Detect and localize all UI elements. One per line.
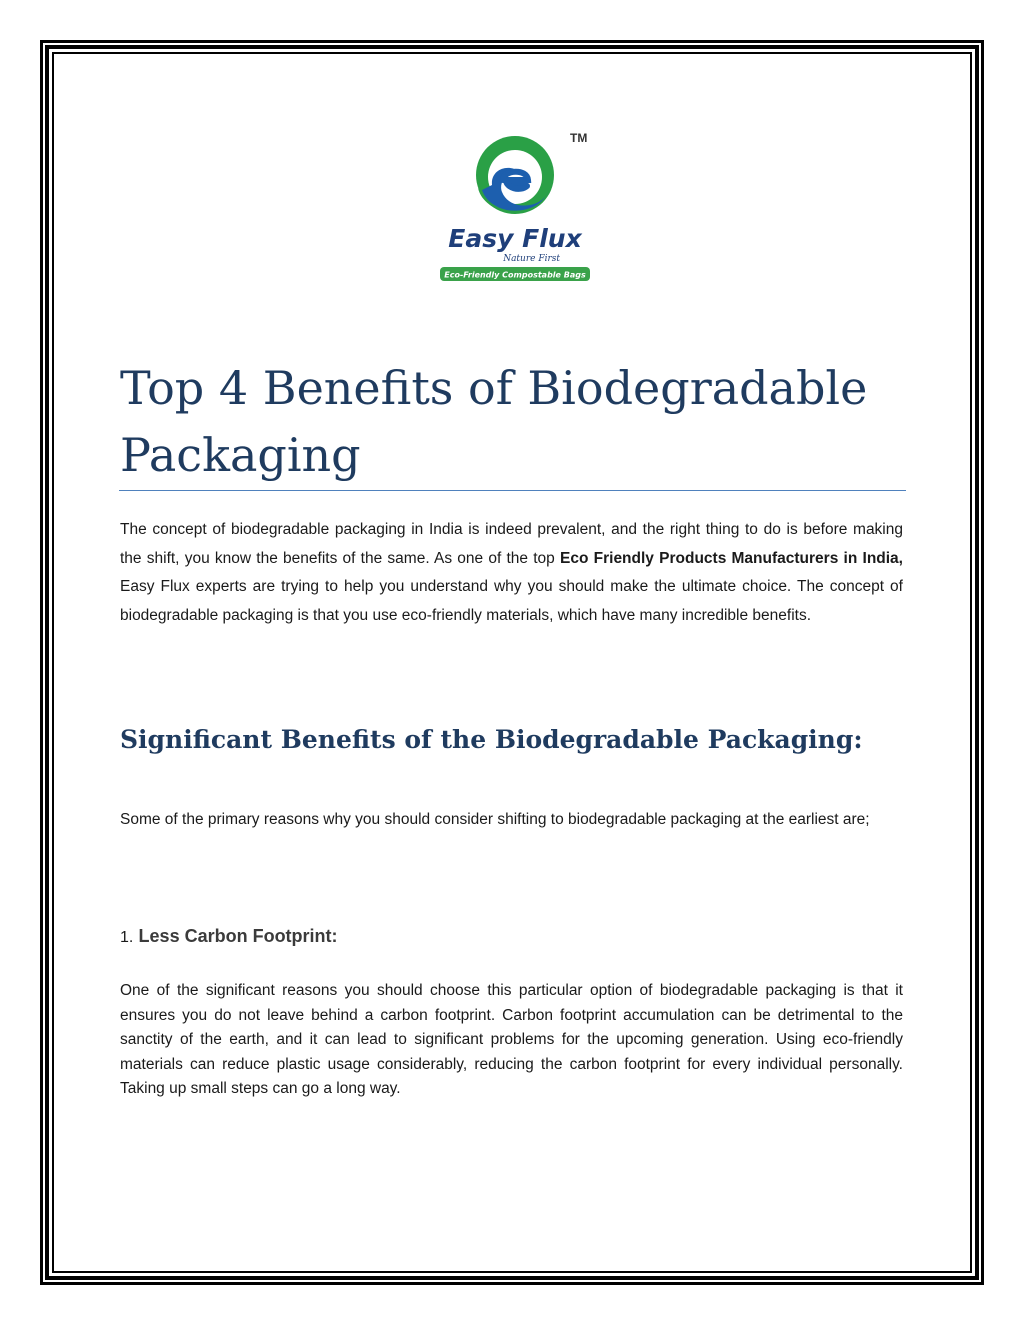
benefit-1-number: 1. — [120, 929, 134, 946]
intro-text-1: The concept of biodegradable packaging in India is indeed prevalent, and the right thing to do is before making the shift, you know the benefits of the same. As one of the top — [120, 521, 903, 567]
section-heading: Significant Benefits of the Biodegradable Packaging: — [120, 725, 863, 754]
intro-text-2: Easy Flux experts are trying to help you understand why you should make the ultimate choice. The concept of biodegradable packaging is that you use eco-friendly materials, which have many incredible benefits. — [120, 578, 903, 624]
benefit-1-title: Less Carbon Footprint: — [138, 926, 338, 946]
reasons-paragraph: Some of the primary reasons why you should consider shifting to biodegradable packaging at the earliest are; — [120, 811, 870, 828]
trademark-mark: TM — [570, 131, 588, 145]
brand-badge-text: Eco-Friendly Compostable Bags — [444, 270, 586, 280]
brand-name: Easy Flux — [448, 224, 582, 253]
brand-tagline: Nature First — [503, 254, 560, 264]
intro-paragraph — [120, 516, 903, 630]
page-title: Top 4 Benefits of Biodegradable Packaging — [120, 361, 868, 482]
easy-flux-logo — [430, 120, 600, 290]
benefit-1-body: One of the significant reasons you should choose this particular option of biodegradable packaging is that it ensures you do not leave behind a carbon footprint. Carbon footprint accumulation can be detrimental to the sanctity of the earth, and it can lead to significant problems for the upcoming generation. Using eco-friendly materials can reduce plastic usage considerably, reducing the carbon footprint for every individual personally. Taking up small steps can go a long way. — [120, 982, 903, 1097]
benefit-1-heading — [120, 925, 338, 947]
title-underline — [119, 490, 906, 491]
intro-bold-text: Eco Friendly Products Manufacturers in India, — [560, 549, 903, 567]
